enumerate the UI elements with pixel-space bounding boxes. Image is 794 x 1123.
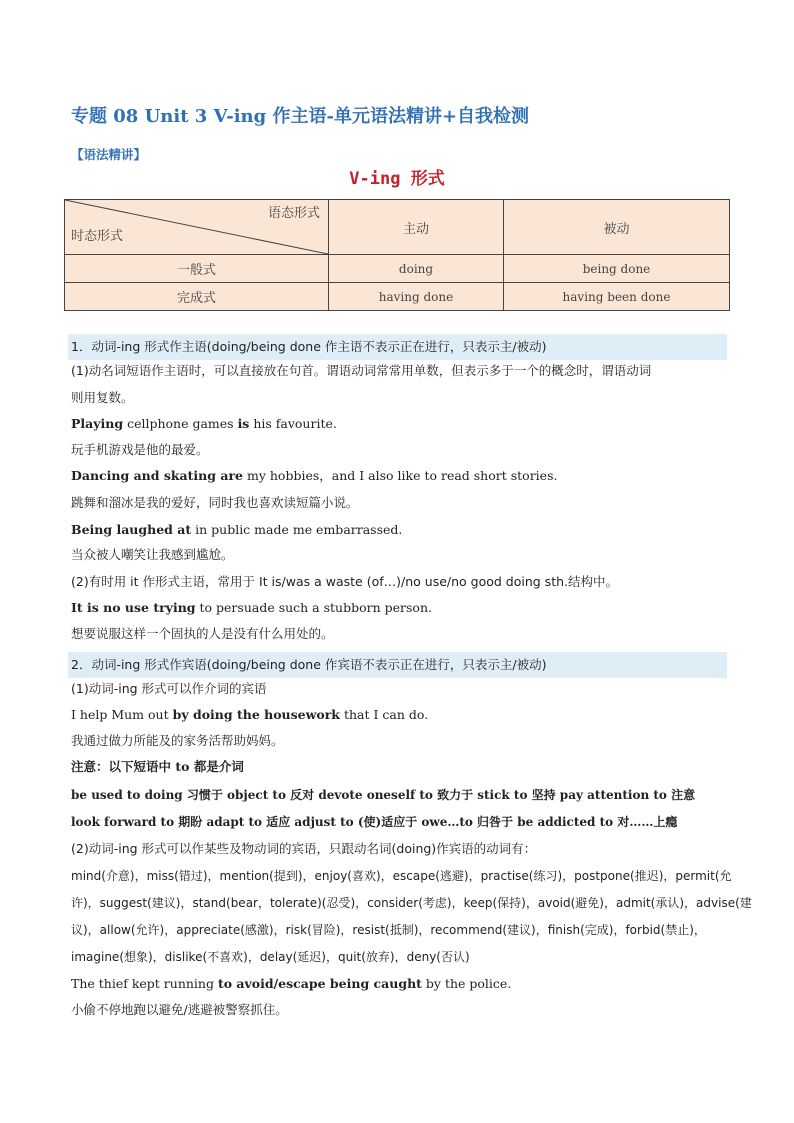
text-run: his favourite.: [249, 416, 337, 431]
paragraph: (1)动词-ing 形式可以作介词的宾语: [71, 681, 267, 696]
text-run: in public made me embarrassed.: [191, 522, 403, 537]
paragraph: (1)动名词短语作主语时，可以直接放在句首。谓语动词常常用单数，但表示多于一个的概念时，谓语动词: [71, 363, 652, 378]
v-ing-forms-table: [64, 199, 730, 311]
text-run: to persuade such a stubborn person.: [195, 600, 432, 615]
example-sentence: [71, 975, 731, 993]
example-sentence: [71, 706, 731, 724]
example-sentence: [71, 521, 731, 539]
active-cell: doing: [329, 255, 504, 283]
table-row: [65, 255, 730, 283]
bold-phrase: It is no use trying: [71, 600, 196, 615]
example-translation: 想要说服这样一个固执的人是没有什么用处的。: [71, 626, 334, 641]
example-sentence: [71, 415, 731, 433]
bold-phrase: by doing the housework: [172, 707, 340, 722]
note-label: 注意：以下短语中 to 都是介词: [71, 759, 244, 774]
text-run: my hobbies，and I also like to read short stories.: [243, 468, 558, 483]
example-translation: 玩手机游戏是他的最爱。: [71, 442, 209, 457]
bold-phrase: to avoid/escape being caught: [217, 976, 422, 991]
section-tag: 【语法精讲】: [71, 147, 147, 162]
passive-cell: being done: [504, 255, 730, 283]
text-run: that I can do.: [339, 707, 429, 722]
bold-phrase: Dancing and skating are: [71, 468, 243, 483]
verb-list: imagine(想象)，dislike(不喜欢)，delay(延迟)，quit(放弃)，deny(否认): [71, 950, 470, 964]
passive-cell: having been done: [504, 283, 730, 311]
example-sentence: [71, 599, 731, 617]
bold-phrase: Being laughed at: [71, 522, 192, 537]
page-title: 专题 08 Unit 3 V-ing 作主语-单元语法精讲+自我检测: [71, 106, 530, 127]
verb-list: 议)，allow(允许)，appreciate(感激)，risk(冒险)，resist(抵制)，recommend(建议)，finish(完成)，forbid(禁止)，: [71, 923, 706, 937]
active-cell: having done: [329, 283, 504, 311]
bold-phrase: is: [237, 416, 250, 431]
paragraph: (2)有时用 it 作形式主语，常用于 It is/was a waste (of…)/no use/no good doing sth.结构中。: [71, 574, 618, 589]
text-run: cellphone games: [123, 416, 238, 431]
verb-list: 许)，suggest(建议)，stand(bear，tolerate)(忍受)，consider(考虑)，keep(保持)，avoid(避免)，admit(承认)，advise(建: [71, 896, 752, 910]
table-row: [65, 283, 730, 311]
example-sentence: [71, 467, 731, 485]
text-run: by the police.: [421, 976, 512, 991]
paragraph: 则用复数。: [71, 390, 134, 405]
bold-phrase: Playing: [71, 416, 124, 431]
section-1-heading: 1．动词-ing 形式作主语(doing/being done 作主语不表示正在进行，只表示主/被动): [68, 334, 727, 360]
diagonal-header-cell: [65, 200, 329, 255]
section-2-heading: 2．动词-ing 形式作宾语(doing/being done 作宾语不表示正在进行，只表示主/被动): [68, 652, 727, 678]
voice-form-label: 语态形式: [267, 206, 320, 221]
example-translation: 当众被人嘲笑让我感到尴尬。: [71, 547, 234, 562]
text-run: I help Mum out: [71, 707, 173, 722]
table-header-row: [65, 200, 730, 255]
paragraph: (2)动词-ing 形式可以作某些及物动词的宾语，只跟动名词(doing)作宾语的动词有：: [71, 841, 537, 856]
verb-list: mind(介意)，miss(错过)，mention(提到)，enjoy(喜欢)，escape(逃避)，practise(练习)，postpone(推迟)，permit(允: [71, 869, 732, 883]
phrase-list: look forward to 期盼 adapt to 适应 adjust to (使)适应于 owe…to 归咎于 be addicted to 对……上瘾: [71, 815, 678, 829]
example-translation: 我通过做力所能及的家务活帮助妈妈。: [71, 733, 284, 748]
example-translation: 跳舞和溜冰是我的爱好，同时我也喜欢读短篇小说。: [71, 495, 359, 510]
table-title: V-ing 形式: [349, 169, 445, 189]
active-header: 主动: [329, 200, 504, 255]
text-run: The thief kept running: [71, 976, 218, 991]
example-translation: 小偷不停地跑以避免/逃避被警察抓住。: [71, 1002, 288, 1017]
row-label: 完成式: [65, 283, 329, 311]
row-label: 一般式: [65, 255, 329, 283]
tense-form-label: 时态形式: [71, 229, 124, 244]
passive-header: 被动: [504, 200, 730, 255]
phrase-list: be used to doing 习惯于 object to 反对 devote oneself to 致力于 stick to 坚持 pay attention to 注意: [71, 788, 696, 802]
